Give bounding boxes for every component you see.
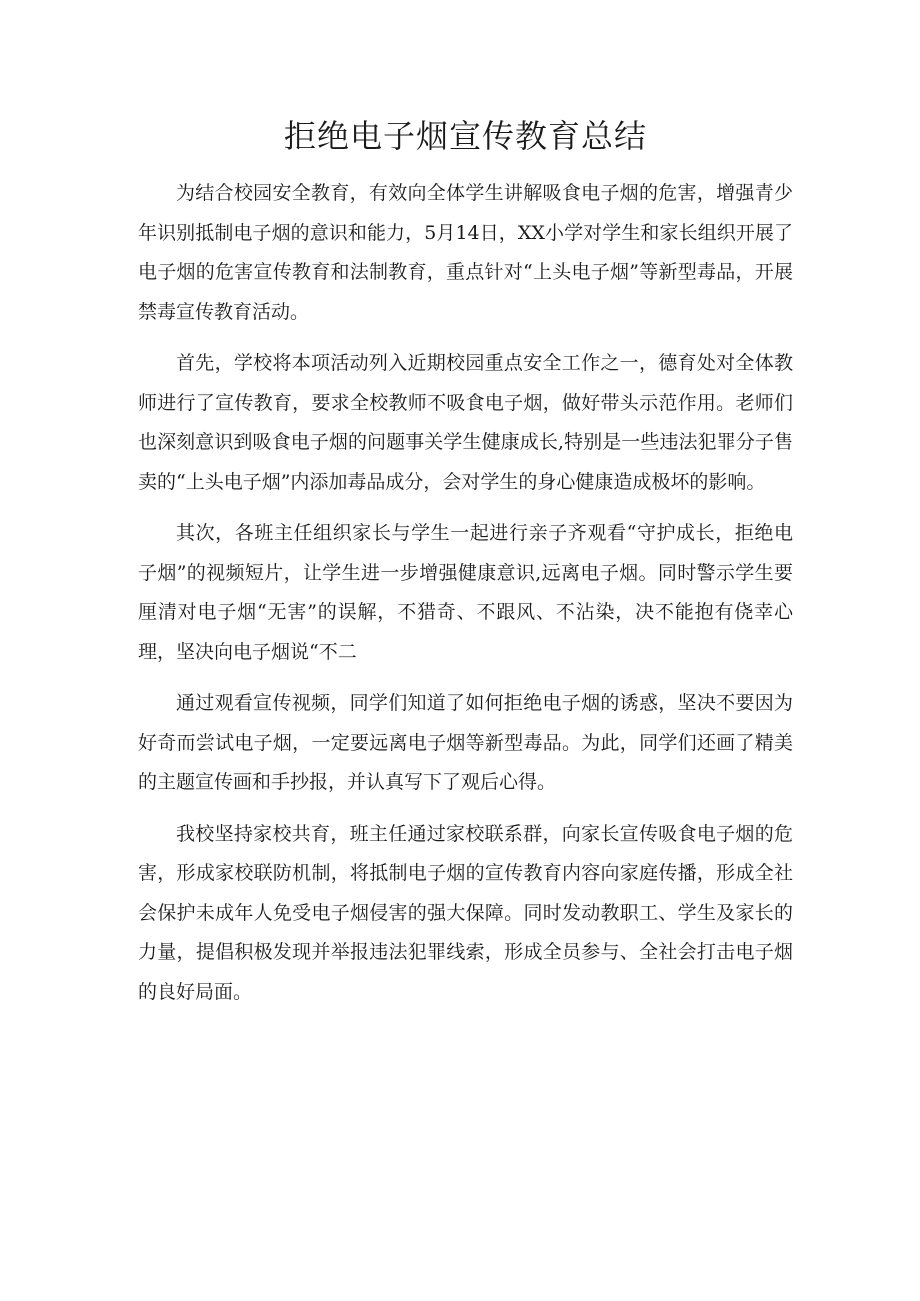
document-page: [138, 112, 793, 1024]
paragraph-1: 为结合校园安全教育，有效向全体学生讲解吸食电子烟的危害，增强青少年识别抵制电子烟的意识和能力，5月14日，XX小学对学生和家长组织开展了电子烟的危害宣传教育和法制教育，重点针对“上头电子烟”等新型毒品，开展禁毒宣传教育活动。: [138, 182, 793, 323]
document-title: 拒绝电子烟宣传教育总结: [283, 117, 647, 155]
paragraph-2: 首先，学校将本项活动列入近期校园重点安全工作之一，德育处对全体教师进行了宣传教育，要求全校教师不吸食电子烟，做好带头示范作用。老师们也深刻意识到吸食电子烟的问题事关学生健康成长,特别是一些违法犯罪分子售卖的“上头电子烟”内添加毒品成分，会对学生的身心健康造成极坏的影响。: [138, 352, 793, 493]
paragraph-3: 其次，各班主任组织家长与学生一起进行亲子齐观看“守护成长，拒绝电子烟”的视频短片，让学生进一步增强健康意识,远离电子烟。同时警示学生要厘清对电子烟“无害”的误解，不猎奇、不跟风、不沾染，决不能抱有侥幸心理，坚决向电子烟说“不二: [138, 522, 793, 663]
paragraph-5: 我校坚持家校共育，班主任通过家校联系群，向家长宣传吸食电子烟的危害，形成家校联防机制，将抵制电子烟的宣传教育内容向家庭传播，形成全社会保护未成年人免受电子烟侵害的强大保障。同时发动教职工、学生及家长的力量，提倡积极发现并举报违法犯罪线索，形成全员参与、全社会打击电子烟的良好局面。: [138, 822, 793, 1003]
paragraph-4: 通过观看宣传视频，同学们知道了如何拒绝电子烟的诱惑，坚决不要因为好奇而尝试电子烟，一定要远离电子烟等新型毒品。为此，同学们还画了精美的主题宣传画和手抄报，并认真写下了观后心得。: [138, 692, 793, 793]
